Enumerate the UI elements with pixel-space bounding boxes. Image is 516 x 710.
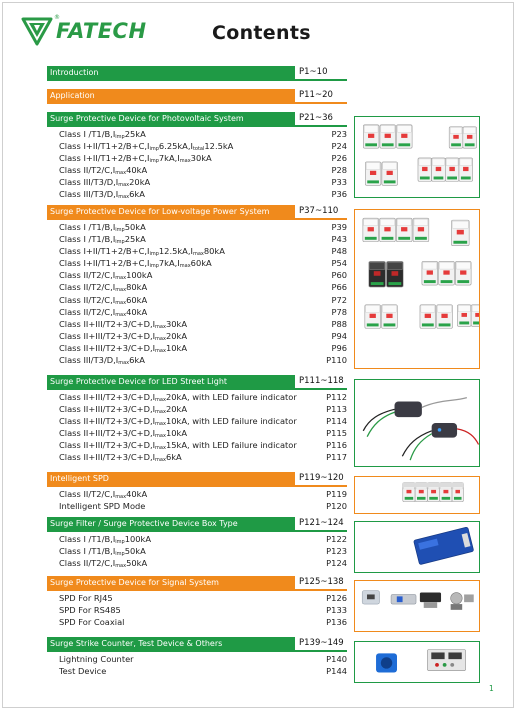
toc-entry[interactable] — [47, 269, 347, 281]
toc-entry-label: Class $I+II/T1+2/B+C,I_{imp}7kA,I_{max}30kA$ — [59, 153, 212, 165]
toc-entry-page: P88 — [331, 318, 347, 329]
section-page-range: P21~36 — [299, 113, 333, 123]
toc-entry[interactable] — [47, 164, 347, 176]
toc-entry-label: Class III/$T3/D,I_{max}6kA$ — [59, 355, 145, 367]
toc-entry[interactable] — [47, 391, 347, 403]
toc-entry[interactable] — [47, 488, 347, 500]
section-entries — [47, 533, 347, 569]
toc-section — [47, 89, 481, 102]
toc-entry[interactable] — [47, 533, 347, 545]
toc-entry-page: P33 — [331, 177, 347, 188]
toc-entry-label: Class $II/T2/C,I_{max}40kA$ — [59, 489, 148, 500]
fatech-logo-icon — [20, 16, 54, 46]
section-entries — [47, 488, 347, 512]
toc-entry-page: P113 — [326, 404, 347, 415]
toc-entry[interactable] — [47, 233, 347, 245]
toc-entry-page: P114 — [326, 416, 347, 427]
toc-entry-label: Class $II/T2/C,I_{max}80kA$ — [59, 282, 148, 294]
toc-entry-label: Class $I+II/T1+2/B+C,I_{imp}6.25kA,I_{total}12.5kA$ — [59, 141, 234, 153]
section-underline — [47, 388, 347, 390]
toc-entry-label: Intelligent SPD Mode — [59, 501, 146, 512]
toc-entry-page: P123 — [326, 546, 347, 557]
toc-entry-label: Class $II+III/T2+3/C+D,I_{max}10kA$ — [59, 428, 187, 440]
section-title: Surge Protective Device for LED Street Light — [47, 375, 295, 388]
product-image-led-spd-wired — [354, 379, 480, 467]
section-entries — [47, 221, 347, 366]
toc-entry-label: Class III/$T3/D,I_{max}6kA$ — [59, 189, 145, 201]
section-entries — [47, 391, 347, 464]
toc-entry[interactable] — [47, 318, 347, 330]
section-title: Surge Protective Device for Photovoltaic System — [47, 112, 295, 125]
toc-entry-page: P144 — [326, 666, 347, 677]
section-page-range: P11~20 — [299, 90, 333, 100]
toc-entry-page: P112 — [326, 392, 347, 402]
toc-entry-label: Class I $/T1/B,I_{imp}50kA$ — [59, 222, 146, 233]
toc-entry-page: P116 — [326, 440, 347, 451]
toc-entry-label: Class $II+III/T2+3/C+D,I_{max}20kA$ — [59, 330, 187, 342]
toc-entry[interactable] — [47, 616, 347, 628]
toc-entry-label: Class $II/T2/C,I_{max}50kA$ — [59, 558, 148, 570]
toc-entry-page: P124 — [326, 558, 347, 569]
toc-entry[interactable] — [47, 665, 347, 677]
section-page-range: P111~118 — [299, 376, 344, 386]
toc-entry-page: P28 — [331, 165, 347, 176]
toc-entry-label: Class $II/T2/C,I_{max}40kA$ — [59, 306, 148, 318]
toc-section — [47, 637, 481, 677]
toc-entry-page: P78 — [331, 306, 347, 317]
toc-entry-page: P117 — [326, 452, 347, 463]
section-title: Introduction — [47, 66, 295, 79]
toc-entry-label: Class $II+III/T2+3/C+D,I_{max}20kA$ — [59, 404, 187, 416]
toc-entry-label: Class $II+III/T2+3/C+D,I_{max}10kA$, with LED failure indicator — [59, 416, 297, 428]
section-page-range: P37~110 — [299, 206, 339, 216]
section-underline — [47, 102, 347, 104]
toc-entry-page: P39 — [331, 222, 347, 232]
page-title: Contents — [212, 22, 311, 44]
toc-entry-page: P96 — [331, 342, 347, 353]
brand-logo — [20, 16, 147, 46]
toc-entry[interactable] — [47, 221, 347, 233]
section-underline — [47, 485, 347, 487]
toc-entry[interactable] — [47, 306, 347, 318]
toc-section — [47, 472, 481, 512]
toc-entry[interactable] — [47, 545, 347, 557]
toc-entry[interactable] — [47, 500, 347, 512]
section-page-range: P139~149 — [299, 638, 344, 648]
section-page-range: P119~120 — [299, 473, 344, 483]
toc-entry[interactable] — [47, 415, 347, 427]
toc-entry-page: P122 — [326, 534, 347, 544]
section-underline — [47, 218, 347, 220]
toc-entry-page: P60 — [331, 270, 347, 281]
toc-entry-label: Class I $/T1/B,I_{imp}50kA$ — [59, 546, 146, 558]
product-illustration-icon — [355, 477, 479, 513]
product-image-intelligent-spd — [354, 476, 480, 514]
brand-name: FATECH — [56, 19, 147, 43]
toc-entry[interactable] — [47, 451, 347, 463]
toc-entry-label: Class $II+III/T2+3/C+D,I_{max}30kA$ — [59, 318, 187, 330]
toc-entry-label: Class $II+III/T2+3/C+D,I_{max}10kA$ — [59, 342, 187, 354]
section-title: Surge Strike Counter, Test Device & Others — [47, 637, 295, 650]
toc-entry-page: P119 — [326, 489, 347, 499]
toc-entry[interactable] — [47, 152, 347, 164]
product-illustration-icon — [355, 380, 479, 466]
toc-entry-page: P136 — [326, 617, 347, 628]
toc-entry[interactable] — [47, 257, 347, 269]
toc-entry-label: Test Device — [59, 666, 107, 677]
toc-entry-label: SPD For RJ45 — [59, 593, 113, 603]
toc-entry-label: Class $II+III/T2+3/C+D,I_{max}6kA$ — [59, 452, 182, 464]
registered-mark: ® — [54, 14, 60, 21]
toc-entry-page: P26 — [331, 153, 347, 164]
toc-entry[interactable] — [47, 342, 347, 354]
toc-entry-label: SPD For Coaxial — [59, 617, 125, 628]
section-header[interactable] — [47, 89, 481, 102]
section-underline — [47, 79, 347, 81]
page-number: 1 — [489, 684, 494, 693]
toc-entry-label: Class III/$T3/D,I_{max}20kA$ — [59, 177, 151, 189]
section-title: Surge Protective Device for Signal System — [47, 576, 295, 589]
product-image-power-spd-modules — [354, 209, 480, 369]
toc-entry-page: P43 — [331, 234, 347, 245]
toc-entry-page: P120 — [326, 501, 347, 512]
toc-entry-page: P133 — [326, 605, 347, 616]
toc-entry-label: Class $II/T2/C,I_{max}60kA$ — [59, 294, 148, 306]
section-underline — [47, 530, 347, 532]
toc-entry-label: Class $II+III/T2+3/C+D,I_{max}20kA$, with LED failure indicator — [59, 392, 297, 403]
toc-entry-label: Class I $/T1/B,I_{imp}25kA$ — [59, 234, 146, 246]
toc-entry[interactable] — [47, 176, 347, 188]
product-illustration-icon — [355, 210, 479, 368]
toc-entry-page: P36 — [331, 189, 347, 200]
toc-entry-page: P24 — [331, 141, 347, 152]
toc-entry[interactable] — [47, 294, 347, 306]
toc-entry[interactable] — [47, 557, 347, 569]
toc-entry-label: Class I $/T1/B,I_{imp}100kA$ — [59, 534, 152, 545]
toc-entry-label: Class $II/T2/C,I_{max}40kA$ — [59, 165, 148, 177]
toc-entry[interactable] — [47, 403, 347, 415]
product-image-signal-spd — [354, 580, 480, 632]
product-illustration-icon — [355, 581, 479, 631]
toc-section — [47, 375, 481, 464]
toc-entry[interactable] — [47, 188, 347, 200]
toc-entry-page: P23 — [331, 129, 347, 139]
section-entries — [47, 128, 347, 201]
product-image-box-type-spd — [354, 521, 480, 573]
toc-section — [47, 576, 481, 628]
toc-entry[interactable] — [47, 354, 347, 366]
toc-entry[interactable] — [47, 128, 347, 140]
toc-entry-page: P126 — [326, 593, 347, 603]
toc-section — [47, 112, 481, 201]
section-page-range: P121~124 — [299, 518, 344, 528]
toc-entry-page: P48 — [331, 246, 347, 257]
toc-entry[interactable] — [47, 653, 347, 665]
toc-entry-label: SPD For RS485 — [59, 605, 121, 616]
section-title: Application — [47, 89, 295, 102]
toc-entry-page: P66 — [331, 282, 347, 293]
section-entries — [47, 653, 347, 677]
product-image-pv-spd-modules — [354, 116, 480, 198]
toc-entry-label: Class $I+II/T1+2/B+C,I_{imp}12.5kA,I_{max}80kA$ — [59, 246, 225, 258]
toc-section — [47, 205, 481, 367]
product-image-counter-test-device — [354, 641, 480, 683]
toc-entry-page: P115 — [326, 428, 347, 439]
toc-entry-label: Class $II/T2/C,I_{max}100kA$ — [59, 270, 153, 282]
toc-entry-page: P72 — [331, 294, 347, 305]
section-underline — [47, 589, 347, 591]
section-page-range: P1~10 — [299, 67, 328, 77]
toc-entry[interactable] — [47, 604, 347, 616]
toc-entry-label: Class I $/T1/B,I_{imp}25kA$ — [59, 129, 146, 140]
toc-entry[interactable] — [47, 245, 347, 257]
toc-entry[interactable] — [47, 281, 347, 293]
toc-entry-label: Class $II+III/T2+3/C+D,I_{max}15kA$, with LED failure indicator — [59, 440, 297, 452]
section-title: Surge Protective Device for Low-voltage Power System — [47, 205, 295, 218]
toc-section — [47, 517, 481, 570]
section-entries — [47, 592, 347, 628]
product-illustration-icon — [355, 522, 479, 572]
section-underline — [47, 125, 347, 127]
toc-entry-page: P110 — [326, 355, 347, 366]
toc-entry[interactable] — [47, 592, 347, 604]
toc-entry[interactable] — [47, 427, 347, 439]
toc-entry[interactable] — [47, 330, 347, 342]
section-title: Intelligent SPD — [47, 472, 295, 485]
section-page-range: P125~138 — [299, 577, 344, 587]
section-underline — [47, 650, 347, 652]
toc-entry-page: P54 — [331, 258, 347, 269]
toc-entry-label: Lightning Counter — [59, 654, 134, 664]
toc-entry-page: P94 — [331, 330, 347, 341]
toc-entry[interactable] — [47, 439, 347, 451]
toc-entry[interactable] — [47, 140, 347, 152]
toc-section — [47, 66, 481, 79]
toc-entry-label: Class $I+II/T1+2/B+C,I_{imp}7kA,I_{max}60kA$ — [59, 258, 212, 270]
product-illustration-icon — [355, 642, 479, 682]
section-title: Surge Filter / Surge Protective Device Box Type — [47, 517, 295, 530]
section-header[interactable] — [47, 66, 481, 79]
product-illustration-icon — [355, 117, 479, 197]
toc-entry-page: P140 — [326, 654, 347, 664]
